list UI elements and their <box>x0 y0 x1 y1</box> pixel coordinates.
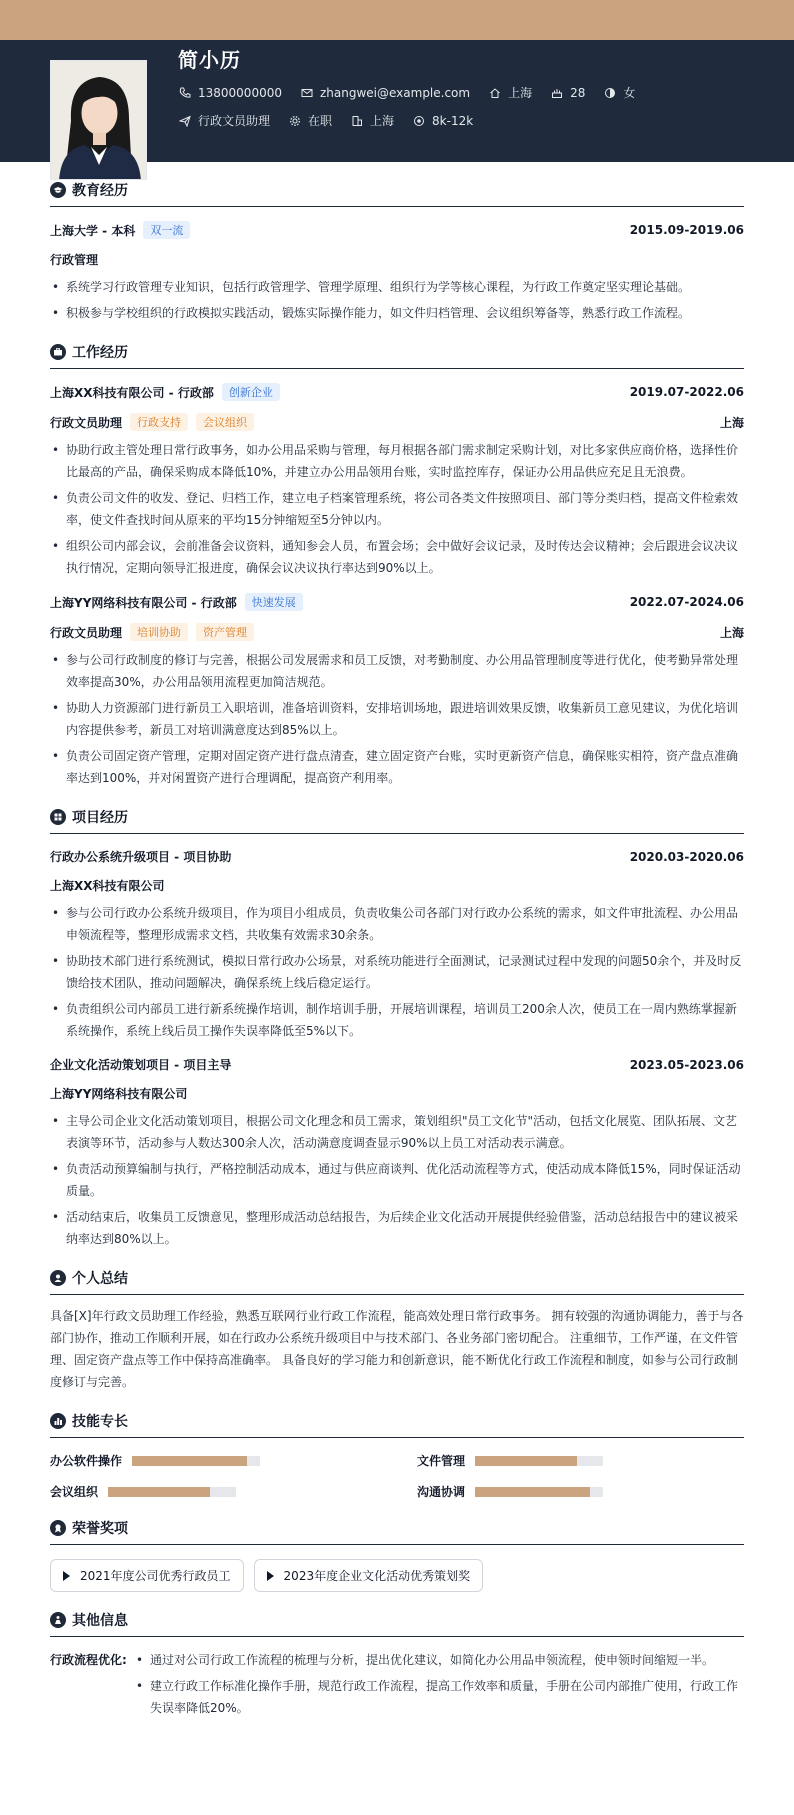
role-row <box>50 623 744 641</box>
gear-icon <box>288 114 302 128</box>
candidate-name: 简小历 <box>178 48 241 72</box>
job-bullets <box>50 439 744 579</box>
work-heading <box>50 342 744 369</box>
phone-text: 13800000000 <box>198 85 282 100</box>
age-item <box>550 86 585 100</box>
job-bullets <box>50 649 744 789</box>
other-heading <box>50 1610 744 1637</box>
person-icon <box>50 1612 66 1628</box>
section-title: 荣誉奖项 <box>72 1521 128 1537</box>
status-item <box>288 112 332 129</box>
gender-icon <box>603 86 617 100</box>
company-title-wrap <box>50 593 303 611</box>
education-date: 2015.09-2019.06 <box>629 223 744 237</box>
project-org: 上海XX科技有限公司 <box>50 879 165 893</box>
salary-text: 8k-12k <box>432 113 474 128</box>
section-title: 其他信息 <box>72 1613 128 1629</box>
skill-bar <box>475 1487 603 1497</box>
profile-photo <box>50 60 147 180</box>
job-date: 2022.07-2024.06 <box>629 595 744 609</box>
list-item: • 主导公司企业文化活动策划项目，根据公司文化理念和员工需求，策划组织"员工文化节"活动，包括文化展览、团队拓展、文艺表演等环节，活动参与人数达300余人次，活动满意度调查显示90%以上员工对活动表示满意。 <box>50 1110 744 1154</box>
school-title-wrap <box>50 221 190 239</box>
company-tag: 创新企业 <box>222 383 280 401</box>
award-label: 2023年度企业文化活动优秀策划奖 <box>283 1569 471 1583</box>
list-item: • 通过对公司行政工作流程的梳理与分析，提出优化建议，如简化办公用品申领流程，使申领时间缩短一半。 <box>134 1649 744 1671</box>
resume-body <box>0 180 794 1723</box>
summary-heading <box>50 1268 744 1295</box>
other-label: 行政流程优化: <box>50 1653 127 1667</box>
list-item: • 积极参与学校组织的行政模拟实践活动，锻炼实际操作能力，如文件归档管理、会议组织筹备等，熟悉行政工作流程。 <box>50 302 744 324</box>
project-bullets <box>50 1110 744 1250</box>
skill-name: 办公软件操作 <box>50 1454 123 1468</box>
company-name: 上海XX科技有限公司 - 行政部 <box>50 385 214 400</box>
role-title: 行政文员助理 <box>50 625 123 640</box>
skill-item <box>417 1483 744 1500</box>
awards-heading <box>50 1518 744 1545</box>
job-entry-head <box>50 383 744 401</box>
award-chip <box>254 1559 484 1592</box>
list-item: • 活动结束后，收集员工反馈意见，整理形成活动总结报告，为后续企业文化活动开展提供经验借鉴，活动总结报告中的建议被采纳率达到80%以上。 <box>50 1206 744 1250</box>
section-title: 技能专长 <box>72 1414 128 1430</box>
skills-heading <box>50 1411 744 1438</box>
skill-bar-fill <box>475 1487 590 1497</box>
project-entry-head <box>50 1056 744 1073</box>
project-date: 2023.05-2023.06 <box>629 1057 744 1072</box>
role-row <box>50 413 744 431</box>
skill-bar-fill <box>132 1456 247 1466</box>
role-tag: 行政支持 <box>130 413 188 431</box>
project-org-row <box>50 877 744 894</box>
list-item: • 组织公司内部会议，会前准备会议资料，通知参会人员，布置会场；会中做好会议记录，及时传达会议精神；会后跟进会议决议执行情况，定期向领导汇报进度，确保会议决议执行率达到90%以上。 <box>50 535 744 579</box>
grid-icon <box>50 809 66 825</box>
briefcase-icon <box>50 344 66 360</box>
job-row <box>178 112 491 129</box>
list-item: • 负责公司固定资产管理，定期对固定资产进行盘点清查，建立固定资产台账，实时更新资产信息，确保账实相符，资产盘点准确率达到100%，并对闲置资产进行合理调配，提高资产利用率。 <box>50 745 744 789</box>
work-city-text: 上海 <box>370 114 395 128</box>
skill-bar-fill <box>475 1456 577 1466</box>
other-bullets <box>134 1649 744 1723</box>
projects-heading <box>50 807 744 834</box>
skill-item <box>50 1483 377 1500</box>
role-tag: 培训协助 <box>130 623 188 641</box>
project-org-row <box>50 1085 744 1102</box>
awards-section <box>50 1518 744 1592</box>
list-item: • 负责组织公司内部员工进行新系统操作培训，制作培训手册，开展培训课程，培训员工200余人次，使员工在一周内熟练掌握新系统操作，系统上线后员工操作失误率降低至5%以下。 <box>50 998 744 1042</box>
company-name: 上海YY网络科技有限公司 - 行政部 <box>50 595 237 610</box>
section-title: 工作经历 <box>72 345 128 361</box>
education-section <box>50 180 744 324</box>
role-tag: 资产管理 <box>196 623 254 641</box>
company-title-wrap <box>50 383 280 401</box>
education-heading <box>50 180 744 207</box>
mail-icon <box>300 86 314 100</box>
city-text: 上海 <box>508 86 533 100</box>
profile-header <box>0 40 794 162</box>
job-text: 行政文员助理 <box>198 114 271 128</box>
skill-name: 文件管理 <box>417 1454 466 1468</box>
salary-item <box>412 114 473 128</box>
job-location: 上海 <box>719 415 744 430</box>
gender-text: 女 <box>623 86 636 100</box>
award-label: 2021年度公司优秀行政员工 <box>80 1569 231 1583</box>
project-bullets <box>50 902 744 1042</box>
list-item: • 参与公司行政制度的修订与完善，根据公司发展需求和员工反馈，对考勤制度、办公用品管理制度等进行优化，使考勤异常处理效率提高30%，办公用品领用流程更加简洁规范。 <box>50 649 744 693</box>
bar-chart-icon <box>50 1413 66 1429</box>
project-org: 上海YY网络科技有限公司 <box>50 1087 188 1101</box>
list-item: • 系统学习行政管理专业知识，包括行政管理学、管理学原理、组织行为学等核心课程，为行政工作奠定坚实理论基础。 <box>50 276 744 298</box>
school-name: 上海大学 - 本科 <box>50 223 136 238</box>
list-item: • 负责公司文件的收发、登记、归档工作，建立电子档案管理系统，将公司各类文件按照项目、部门等分类归档，提高文件检索效率，使文件查找时间从原来的平均15分钟缩短至5分钟以内。 <box>50 487 744 531</box>
phone-icon <box>178 86 192 100</box>
major: 行政管理 <box>50 253 99 267</box>
summary-section <box>50 1268 744 1393</box>
skill-bar <box>132 1456 260 1466</box>
work-city-item <box>350 112 394 129</box>
list-item: • 协助人力资源部门进行新员工入职培训，准备培训资料，安排培训场地，跟进培训效果反馈，收集新员工意见建议，为优化培训内容提供参考，新员工对培训满意度达到85%以上。 <box>50 697 744 741</box>
age-text: 28 <box>570 85 586 100</box>
user-icon <box>50 1270 66 1286</box>
award-icon <box>50 1520 66 1536</box>
company-tag: 快速发展 <box>245 593 303 611</box>
home-icon <box>488 86 502 100</box>
work-section <box>50 342 744 789</box>
list-item: • 参与公司行政办公系统升级项目，作为项目小组成员，负责收集公司各部门对行政办公系统的需求，如文件审批流程、办公用品申领流程等，整理形成需求文档，共收集有效需求30余条。 <box>50 902 744 946</box>
project-date: 2020.03-2020.06 <box>629 849 744 864</box>
list-item: • 建立行政工作标准化操作手册，规范行政工作流程，提高工作效率和质量，手册在公司内部推广使用，行政工作失误率降低20%。 <box>134 1675 744 1719</box>
list-item: • 协助技术部门进行系统测试，模拟日常行政办公场景，对系统功能进行全面测试，记录测试过程中发现的问题50余个，并及时反馈给技术团队，推动问题解决，确保系统上线后稳定运行。 <box>50 950 744 994</box>
list-item: • 负责活动预算编制与执行，严格控制活动成本，通过与供应商谈判、优化活动流程等方式，使活动成本降低15%，同时保证活动质量。 <box>50 1158 744 1202</box>
role-title: 行政文员助理 <box>50 415 123 430</box>
email-text: zhangwei@example.com <box>319 85 471 100</box>
city-item <box>488 84 532 101</box>
skill-name: 会议组织 <box>50 1485 99 1499</box>
school-tag: 双一流 <box>143 221 190 239</box>
skills-grid <box>50 1452 744 1500</box>
award-chip <box>50 1559 244 1592</box>
other-section <box>50 1610 744 1723</box>
education-entry-head <box>50 221 744 239</box>
job-item <box>178 112 270 129</box>
skill-name: 沟通协调 <box>417 1485 466 1499</box>
section-title: 项目经历 <box>72 810 128 826</box>
job-entry-head <box>50 593 744 611</box>
awards-list <box>50 1559 744 1592</box>
gender-item <box>603 84 635 101</box>
play-icon <box>267 1571 274 1581</box>
role-wrap <box>50 413 254 431</box>
project-name: 行政办公系统升级项目 - 项目协助 <box>50 850 232 864</box>
coin-icon <box>412 114 426 128</box>
skill-item <box>50 1452 377 1469</box>
role-tag: 会议组织 <box>196 413 254 431</box>
email-item <box>300 86 470 100</box>
project-entry-head <box>50 848 744 865</box>
top-accent-band <box>0 0 794 40</box>
graduation-cap-icon <box>50 182 66 198</box>
other-row <box>50 1649 744 1723</box>
play-icon <box>63 1571 70 1581</box>
job-date: 2019.07-2022.06 <box>629 385 744 399</box>
building-icon <box>350 114 364 128</box>
skill-bar <box>475 1456 603 1466</box>
role-wrap <box>50 623 254 641</box>
education-bullets <box>50 276 744 324</box>
skill-bar <box>108 1487 236 1497</box>
section-title: 个人总结 <box>72 1271 128 1287</box>
skill-item <box>417 1452 744 1469</box>
section-title: 教育经历 <box>72 183 128 199</box>
list-item: • 协助行政主管处理日常行政事务，如办公用品采购与管理，每月根据各部门需求制定采购计划，对比多家供应商价格，选择性价比最高的产品，确保采购成本降低10%，并建立办公用品领用台账，实时监控库存，保证办公用品供应充足且无浪费。 <box>50 439 744 483</box>
projects-section <box>50 807 744 1250</box>
major-row <box>50 251 744 268</box>
status-text: 在职 <box>308 114 333 128</box>
skill-bar-fill <box>108 1487 210 1497</box>
send-icon <box>178 114 192 128</box>
project-name: 企业文化活动策划项目 - 项目主导 <box>50 1058 232 1072</box>
phone-item <box>178 86 282 100</box>
skills-section <box>50 1411 744 1500</box>
summary-text: 具备[X]年行政文员助理工作经验，熟悉互联网行业行政工作流程，能高效处理日常行政事务。 拥有较强的沟通协调能力，善于与各部门协作，推动工作顺利开展，如在行政办公系统升级项目中与技术部门、各业务部门密切配合。 注重细节，工作严谨，在文件管理、固定资产盘点等工作中保持高准确率。 具备良好的学习能力和创新意识，能不断优化行政工作流程和制度，如参与公司行政制度修订与完善。 <box>50 1309 744 1389</box>
contact-row <box>178 84 653 101</box>
cake-icon <box>550 86 564 100</box>
job-location: 上海 <box>719 625 744 640</box>
